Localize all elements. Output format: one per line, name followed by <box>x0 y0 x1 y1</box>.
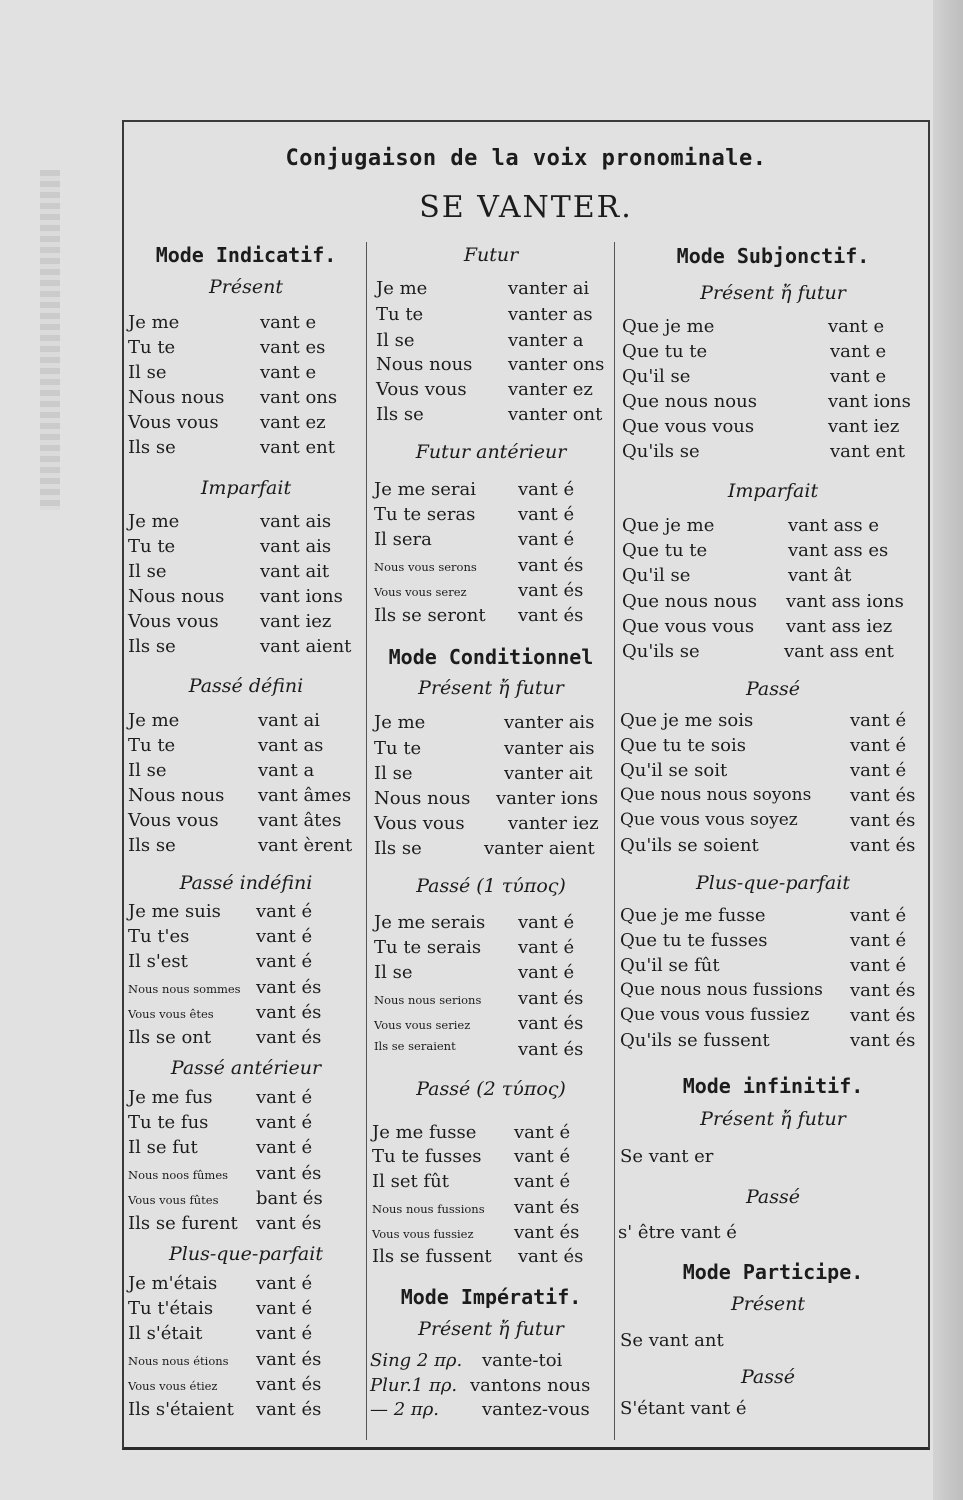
tense-subj-present: Présent ἤ futur <box>700 282 846 304</box>
tense-part-present: Présent <box>731 1293 805 1315</box>
participe-heading: Mode Participe. <box>682 1260 864 1284</box>
tense-passe-anterieur: Passé antérieur <box>170 1057 322 1079</box>
tense-present: Présent <box>209 276 283 298</box>
infinitif-present-value: Se vant er <box>620 1146 714 1167</box>
page-edge <box>933 0 963 1500</box>
conditionnel-heading: Mode Conditionnel <box>388 645 594 669</box>
tense-futur: Futur <box>463 244 519 266</box>
imperatif-heading: Mode Impératif. <box>400 1285 582 1309</box>
tense-subj-passe: Passé <box>745 678 800 700</box>
tense-futur-anterieur: Futur antérieur <box>415 441 567 463</box>
verb-title: SE VANTER. <box>419 190 633 225</box>
subjonctif-heading: Mode Subjonctif. <box>676 244 870 268</box>
tense-cond-present: Présent ἤ futur <box>418 677 564 699</box>
tense-imp-present: Présent ἤ futur <box>418 1318 564 1340</box>
tense-passe-1: Passé (1 τύπος) <box>416 875 566 897</box>
indicatif-heading: Mode Indicatif. <box>155 243 337 267</box>
tense-imparfait: Imparfait <box>200 477 292 499</box>
tense-inf-present: Présent ἤ futur <box>700 1108 846 1130</box>
tense-passe-defini: Passé défini <box>188 675 304 697</box>
tense-subj-imparfait: Imparfait <box>727 480 819 502</box>
binding-stain <box>40 170 60 510</box>
infinitif-heading: Mode infinitif. <box>682 1074 864 1098</box>
tense-plus-que-parfait: Plus-que-parfait <box>169 1243 323 1265</box>
column-divider-2 <box>614 242 615 1440</box>
page-title: Conjugaison de la voix pronominale. <box>285 146 767 171</box>
tense-passe-indefini: Passé indéfini <box>179 872 313 894</box>
tense-part-passe: Passé <box>740 1366 795 1388</box>
participe-passe-value: S'étant vant é <box>620 1398 747 1419</box>
tense-subj-pqp: Plus-que-parfait <box>696 872 850 894</box>
tense-inf-passe: Passé <box>745 1186 800 1208</box>
tense-passe-2: Passé (2 τύπος) <box>416 1078 566 1100</box>
infinitif-passe-value: s' être vant é <box>618 1222 737 1243</box>
page: Conjugaison de la voix pronominale. SE VANTER. Mode Indicatif. Présent Je me vant e Tu te vant es Il se vant e Nous nous vant ons Vous vous vant ez Ils se vant ent Imparfait Je me vant ais Tu te vant ais Il se vant ait Nous nous vant ions Vous vous vant iez Ils se vant aient Passé défini Je me vant ai Tu te vant as Il se vant a Nous nous vant âmes Vous vous vant âtes Ils se vant èrent Passé indéfini Je me suis vant é Tu t'es vant é Il s'est vant é Nous nous sommes vant és Vous vous êtes vant és Ils se ont vant és Passé antérieur Je me fus vant é Tu te fus vant é Il se fut vant é Nous noos fûmes vant és Vous vous fûtes bant és Ils se furent vant és Plus-que-parfait Je m'étais vant é Tu t'étais vant é Il s'était vant é Nous nous étions vant és Vous vous étiez vant és Ils s'étaient vant és Futur Je me vanter ai Tu te vanter as Il se vanter a Nous nous vanter ons Vous vous vanter ez Ils se vanter ont Futur antérieur Je me serai vant é Tu te seras vant é Il sera vant é Nous vous serons vant és Vous vous serez vant és Ils se seront vant és Mode Conditionnel Présent ἤ futur Je me vanter ais Tu te vanter ais Il se vanter ait Nous nous vanter ions Vous vous vanter iez Ils se vanter aient Passé (1 τύπος) Je me serais vant é Tu te serais vant é Il se vant é Nous nous serions vant és Vous vous seriez vant és Ils se seraient vant és Passé (2 τύπος) Je me fusse vant é Tu te fusses vant é Il set fût vant é Nous nous fussions vant és Vous vous fussiez vant és Ils se fussent vant és Mode Impératif. Présent ἤ futur Sing 2 πρ. vante-toi Plur.1 πρ. vantons nous — 2 πρ. vantez-vous Mode Subjonctif. Présent ἤ futur Que je me vant e Que tu te vant e Qu'il se vant e Que nous nous vant ions Que vous vous vant iez Qu'ils se vant ent Imparfait Que je me vant ass e Que tu te vant ass es Qu'il se vant ât Que nous nous vant ass ions Que vous vous vant ass iez Qu'ils se vant ass ent Passé Que je me sois vant é Que tu te sois vant é Qu'il se soit vant é Que nous nous soyons vant és Que vous vous soyez vant és Qu'ils se soient vant és Plus-que-parfait Que je me fusse vant é Que tu te fusses vant é Qu'il se fût vant é Que nous nous fussions vant és Que vous vous fussiez vant és Qu'ils se fussent vant és Mode infinitif. Présent ἤ futur Se vant er Passé s' être vant é Mode Participe. Présent Se vant ant Passé S'étant vant é <box>0 0 963 1500</box>
column-divider-1 <box>366 242 367 1440</box>
participe-present-value: Se vant ant <box>620 1330 724 1351</box>
